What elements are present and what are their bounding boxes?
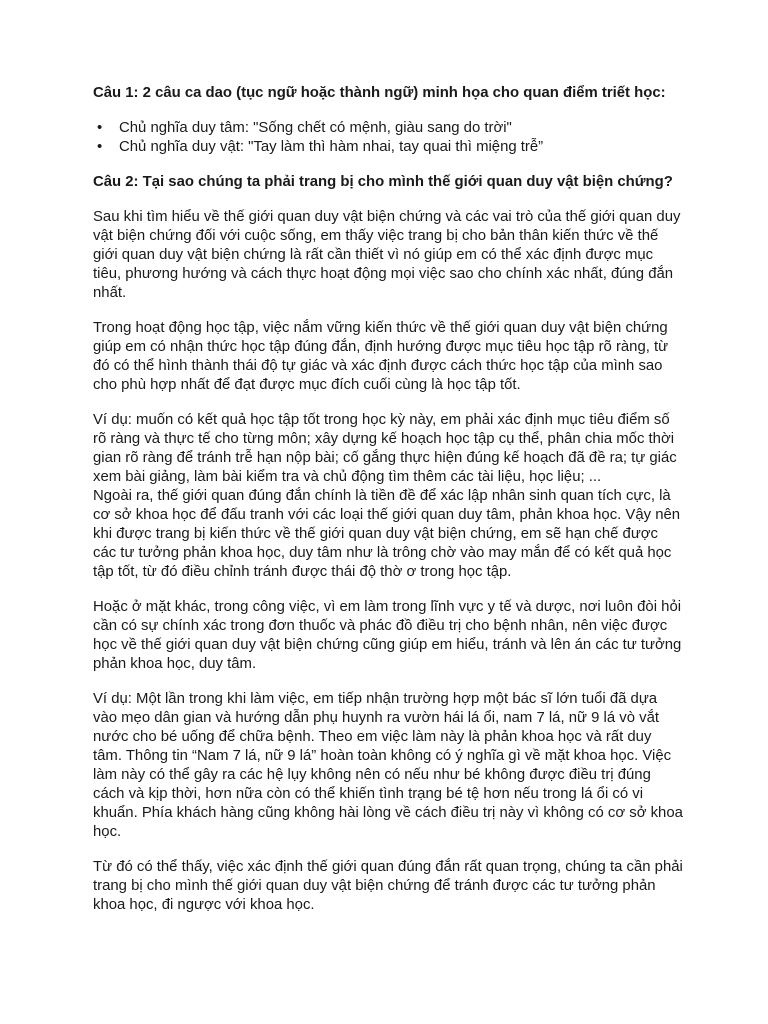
question-2-heading: Câu 2: Tại sao chúng ta phải trang bị cho mình thế giới quan duy vật biện chứng? — [93, 174, 673, 190]
paragraph: Trong hoạt động học tập, việc nắm vững kiến thức về thế giới quan duy vật biện chứng giúp em có nhận thức học tập đúng đắn, định hướng được mục tiêu học tập rõ ràng, từ đó có thể hình thành thái độ tự giác và xác định được cách thức học tập của mình sao cho phù hợp nhất để đạt được mục đích cuối cùng là học tập tốt. — [93, 320, 669, 393]
paragraph: Sau khi tìm hiểu về thế giới quan duy vật biện chứng và các vai trò của thế giới quan duy vật biện chứng đối với cuộc sống, em thấy việc trang bị cho bản thân kiến thức về thế giới quan duy vật biện chứng là rất cần thiết vì nó giúp em có thể xác định được mục tiêu, phương hướng và cách thực hoạt động mọi việc sao cho chính xác nhất, đúng đắn nhất. — [93, 209, 681, 301]
question-1-heading: Câu 1: 2 câu ca dao (tục ngữ hoặc thành ngữ) minh họa cho quan điểm triết học: — [93, 85, 666, 101]
paragraph: Ví dụ: Một lần trong khi làm việc, em tiếp nhận trường hợp một bác sĩ lớn tuổi đã dựa vào mẹo dân gian và hướng dẫn phụ huynh ra vườn hái lá ổi, nam 7 lá, nữ 9 lá vò vắt nước cho bé uống để chữa bệnh. Theo em việc làm này là phản khoa học và rất duy tâm. Thông tin “Nam 7 lá, nữ 9 lá” hoàn toàn không có ý nghĩa gì về mặt khoa học. Việc làm này có thể gây ra các hệ lụy không nên có nếu như bé không được điều trị đúng cách và kịp thời, hơn nữa còn có thể khiến tình trạng bé tệ hơn nếu trong lá ổi có vi khuẩn. Phía khách hàng cũng không hài lòng về cách điều trị này vì không có cơ sở khoa học. — [93, 691, 683, 840]
paragraph: Ví dụ: muốn có kết quả học tập tốt trong học kỳ này, em phải xác định mục tiêu điểm số rõ ràng và thực tế cho từng môn; xây dựng kế hoạch học tập cụ thể, phân chia mốc thời gian rõ ràng để tránh trễ hạn nộp bài; cố gắng thực hiện đúng kế hoạch đã đề ra; tự giác xem bài giảng, làm bài kiểm tra và chủ động tìm thêm các tài liệu, học liệu; ... — [93, 412, 677, 485]
list-item-text: Chủ nghĩa duy vật: "Tay làm thì hàm nhai, tay quai thì miệng trễ” — [119, 139, 544, 155]
paragraph: Từ đó có thể thấy, việc xác định thế giới quan đúng đắn rất quan trọng, chúng ta cần phải trang bị cho mình thế giới quan duy vật biện chứng để tránh được các tư tưởng phản khoa học, đi ngược với khoa học. — [93, 859, 683, 913]
list-item — [97, 138, 683, 157]
document-page — [93, 84, 683, 931]
bullet-icon: • — [97, 139, 103, 155]
list-item — [97, 119, 683, 138]
paragraph: Ngoài ra, thế giới quan đúng đắn chính là tiền đề để xác lập nhân sinh quan tích cực, là cơ sở khoa học để đấu tranh với các loại thế giới quan duy tâm, phản khoa học. Vậy nên khi được trang bị kiến thức về thế giới quan duy vật biện chứng, em sẽ hạn chế được các tư tưởng phản khoa học, duy tâm như là trông chờ vào may mắn để có kết quả học tập tốt, từ đó điều chỉnh tránh được thái độ thờ ơ trong học tập. — [93, 488, 681, 580]
question-1-answer-list — [93, 119, 683, 157]
bullet-icon: • — [97, 120, 103, 136]
list-item-text: Chủ nghĩa duy tâm: "Sống chết có mệnh, giàu sang do trời" — [119, 120, 512, 136]
paragraph: Hoặc ở mặt khác, trong công việc, vì em làm trong lĩnh vực y tế và dược, nơi luôn đòi hỏi cần có sự chính xác trong đơn thuốc và phác đồ điều trị cho bệnh nhân, nên việc được học về thế giới quan duy vật biện chứng cũng giúp em hiểu, tránh và lên án các tư tưởng phản khoa học, duy tâm. — [93, 599, 682, 672]
